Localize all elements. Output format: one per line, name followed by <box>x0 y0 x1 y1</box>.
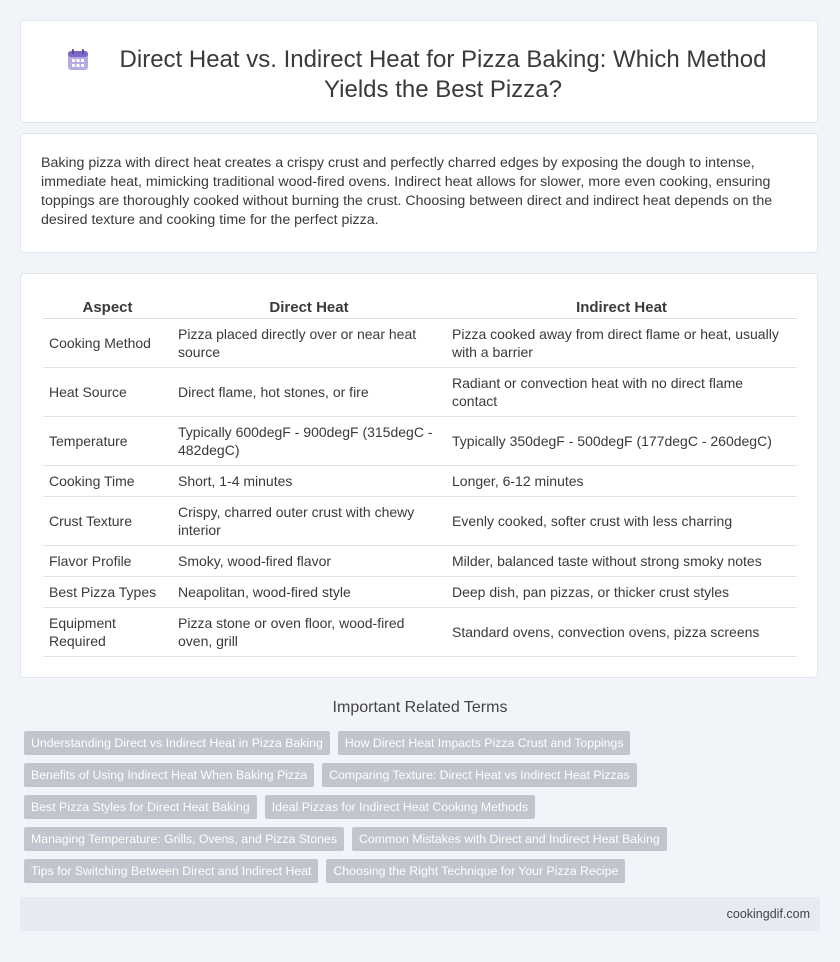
title-wrap <box>21 21 817 105</box>
related-terms-list <box>24 731 824 891</box>
table-row <box>43 497 797 546</box>
tag-row <box>24 795 824 827</box>
page-title: Direct Heat vs. Indirect Heat for Pizza Baking: Which Method Yields the Best Pizza? <box>119 46 767 103</box>
related-term-link[interactable]: Managing Temperature: Grills, Ovens, and Pizza Stones <box>24 827 344 851</box>
intro-paragraph: Baking pizza with direct heat creates a crispy crust and perfectly charred edges by exposing the dough to intense, immediate heat, mimicking traditional wood-fired ovens. Indirect heat allows for slower, more even cooking, ensuring toppings are thoroughly cooked without burning the crust. Choosing between direct and indirect heat depends on the desired texture and cooking time for the perfect pizza. <box>41 155 773 228</box>
related-term-link[interactable]: Benefits of Using Indirect Heat When Baking Pizza <box>24 763 314 787</box>
cell-aspect: Heat Source <box>43 368 172 417</box>
cell-aspect: Temperature <box>43 417 172 466</box>
comparison-table <box>43 296 797 657</box>
related-term-link[interactable]: Common Mistakes with Direct and Indirect Heat Baking <box>352 827 667 851</box>
table-header-row <box>43 296 797 319</box>
cell-indirect: Standard ovens, convection ovens, pizza screens <box>446 608 797 657</box>
cell-direct: Crispy, charred outer crust with chewy interior <box>172 497 446 546</box>
tag-row <box>24 827 824 859</box>
cell-indirect: Typically 350degF - 500degF (177degC - 260degC) <box>446 417 797 466</box>
table-row <box>43 608 797 657</box>
title-card <box>20 20 818 123</box>
table-row <box>43 417 797 466</box>
tag-row <box>24 763 824 795</box>
related-term-link[interactable]: Best Pizza Styles for Direct Heat Baking <box>24 795 257 819</box>
cell-aspect: Cooking Method <box>43 319 172 368</box>
header-indirect-heat: Indirect Heat <box>446 296 797 319</box>
cell-indirect: Longer, 6-12 minutes <box>446 466 797 497</box>
cell-aspect: Best Pizza Types <box>43 577 172 608</box>
table-row <box>43 319 797 368</box>
cell-direct: Neapolitan, wood-fired style <box>172 577 446 608</box>
table-row <box>43 577 797 608</box>
cell-aspect: Cooking Time <box>43 466 172 497</box>
footer-site-link[interactable]: cookingdif.com <box>726 907 810 921</box>
tag-row <box>24 731 824 763</box>
table-row <box>43 546 797 577</box>
cell-indirect: Radiant or convection heat with no direct flame contact <box>446 368 797 417</box>
cell-indirect: Milder, balanced taste without strong smoky notes <box>446 546 797 577</box>
related-terms-heading: Important Related Terms <box>332 699 508 716</box>
cell-aspect: Flavor Profile <box>43 546 172 577</box>
table-row <box>43 368 797 417</box>
cell-indirect: Pizza cooked away from direct flame or heat, usually with a barrier <box>446 319 797 368</box>
cell-direct: Direct flame, hot stones, or fire <box>172 368 446 417</box>
cell-indirect: Deep dish, pan pizzas, or thicker crust styles <box>446 577 797 608</box>
cell-aspect: Crust Texture <box>43 497 172 546</box>
intro-card <box>20 133 818 253</box>
comparison-table-card <box>20 273 818 678</box>
related-term-link[interactable]: Comparing Texture: Direct Heat vs Indirect Heat Pizzas <box>322 763 636 787</box>
header-aspect: Aspect <box>43 296 172 319</box>
related-term-link[interactable]: How Direct Heat Impacts Pizza Crust and Toppings <box>338 731 631 755</box>
header-direct-heat: Direct Heat <box>172 296 446 319</box>
footer <box>20 897 820 931</box>
related-term-link[interactable]: Choosing the Right Technique for Your Pizza Recipe <box>326 859 625 883</box>
cell-direct: Typically 600degF - 900degF (315degC - 482degC) <box>172 417 446 466</box>
related-term-link[interactable]: Tips for Switching Between Direct and Indirect Heat <box>24 859 318 883</box>
related-term-link[interactable]: Ideal Pizzas for Indirect Heat Cooking Methods <box>265 795 535 819</box>
cell-direct: Pizza stone or oven floor, wood-fired oven, grill <box>172 608 446 657</box>
related-term-link[interactable]: Understanding Direct vs Indirect Heat in Pizza Baking <box>24 731 330 755</box>
tag-row <box>24 859 824 891</box>
calendar-icon <box>65 47 91 73</box>
cell-direct: Pizza placed directly over or near heat source <box>172 319 446 368</box>
cell-aspect: Equipment Required <box>43 608 172 657</box>
cell-direct: Short, 1-4 minutes <box>172 466 446 497</box>
cell-indirect: Evenly cooked, softer crust with less charring <box>446 497 797 546</box>
table-row <box>43 466 797 497</box>
cell-direct: Smoky, wood-fired flavor <box>172 546 446 577</box>
